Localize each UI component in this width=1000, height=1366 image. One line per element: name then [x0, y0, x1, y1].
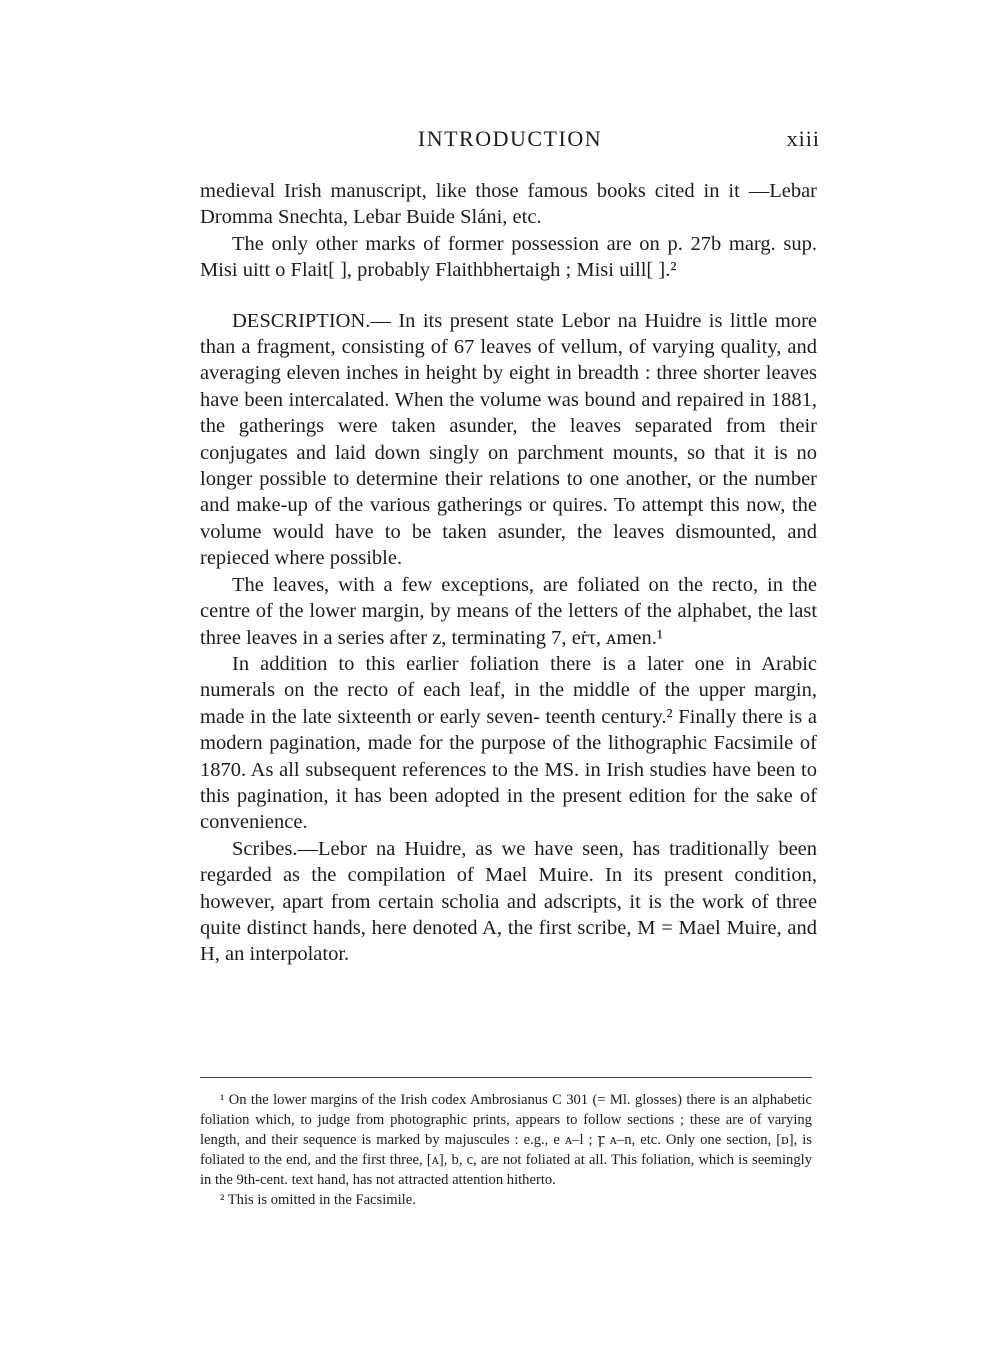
paragraph-foliation: The leaves, with a few exceptions, are foliated on the recto, in the centre of the lower margin, by means of the letters of the alphabet, the last three leaves in a series after z, terminating 7, eṙτ, ᴀmen.¹ — [200, 573, 818, 649]
paragraph-books-cited: medieval Irish manuscript, like those famous books cited in it —Lebar Dromma Snechta, Lebar Buide Sláni, etc. — [200, 180, 817, 229]
running-header — [200, 126, 820, 160]
page-number: xiii — [786, 126, 820, 151]
footnote-2: ² This is omitted in the Facsimile. — [220, 1192, 416, 1208]
paragraph-possession-marks: The only other marks of former possession are on p. 27b marg. sup. Misi uitt o Flait[ ], probably Flaithbhertaigh ; Misi uill[ ].² — [200, 232, 818, 282]
main-text — [200, 178, 817, 968]
paragraph-description: DESCRIPTION.— In its present state Lebor na Huidre is little more than a fragment, consisting of 67 leaves of vellum, of varying quality, and averaging eleven inches in height by eight in breadth : three shorter leaves have been intercalated. When the volume was bound and repaired in 1881, the gatherings were taken asunder, the leaves separated from their conjugates and laid down singly on parchment mounts, so that it is no longer possible to determine their relations to one another, or the number and make-up of the various gatherings or quires. To attempt this now, the volume would have to be taken asunder, the leaves dismounted, and repieced where possible. — [200, 309, 818, 570]
paragraph-scribes: Scribes.—Lebor na Huidre, as we have seen, has traditionally been regarded as the compilation of Mael Muire. In its present condition, however, apart from certain scholia and adscripts, it is the work of three quite distinct hands, here denoted A, the first scribe, M = Mael Muire, and H, an interpolator. — [200, 837, 818, 966]
running-title: INTRODUCTION — [417, 126, 603, 151]
footnote-1: ¹ On the lower margins of the Irish codex Ambrosianus C 301 (= Ml. glosses) there is an alphabetic foliation which, to judge from photographic prints, appears to follow sections ; these are of varying length, and their sequence is marked by majuscules : e.g., e ᴀ–l ; ꝼ ᴀ–n, etc. Only one section, [ᴅ], is foliated to the end, and the first three, [ᴀ], b, c, are not foliated at all. This foliation, which is seemingly in the 9th-cent. text hand, has not attracted attention hitherto. — [200, 1092, 813, 1188]
footnotes — [200, 1090, 812, 1210]
paragraph-arabic-numerals: In addition to this earlier foliation there is a later one in Arabic numerals on the recto of each leaf, in the middle of the upper margin, made in the late sixteenth or early seven- teenth century.² Finally there is a modern pagination, made for the purpose of the lithographic Facsimile of 1870. As all subsequent references to the MS. in Irish studies have been to this pagination, it has been adopted in the present edition for the sake of convenience. — [200, 652, 818, 834]
footnote-rule — [200, 1077, 812, 1078]
